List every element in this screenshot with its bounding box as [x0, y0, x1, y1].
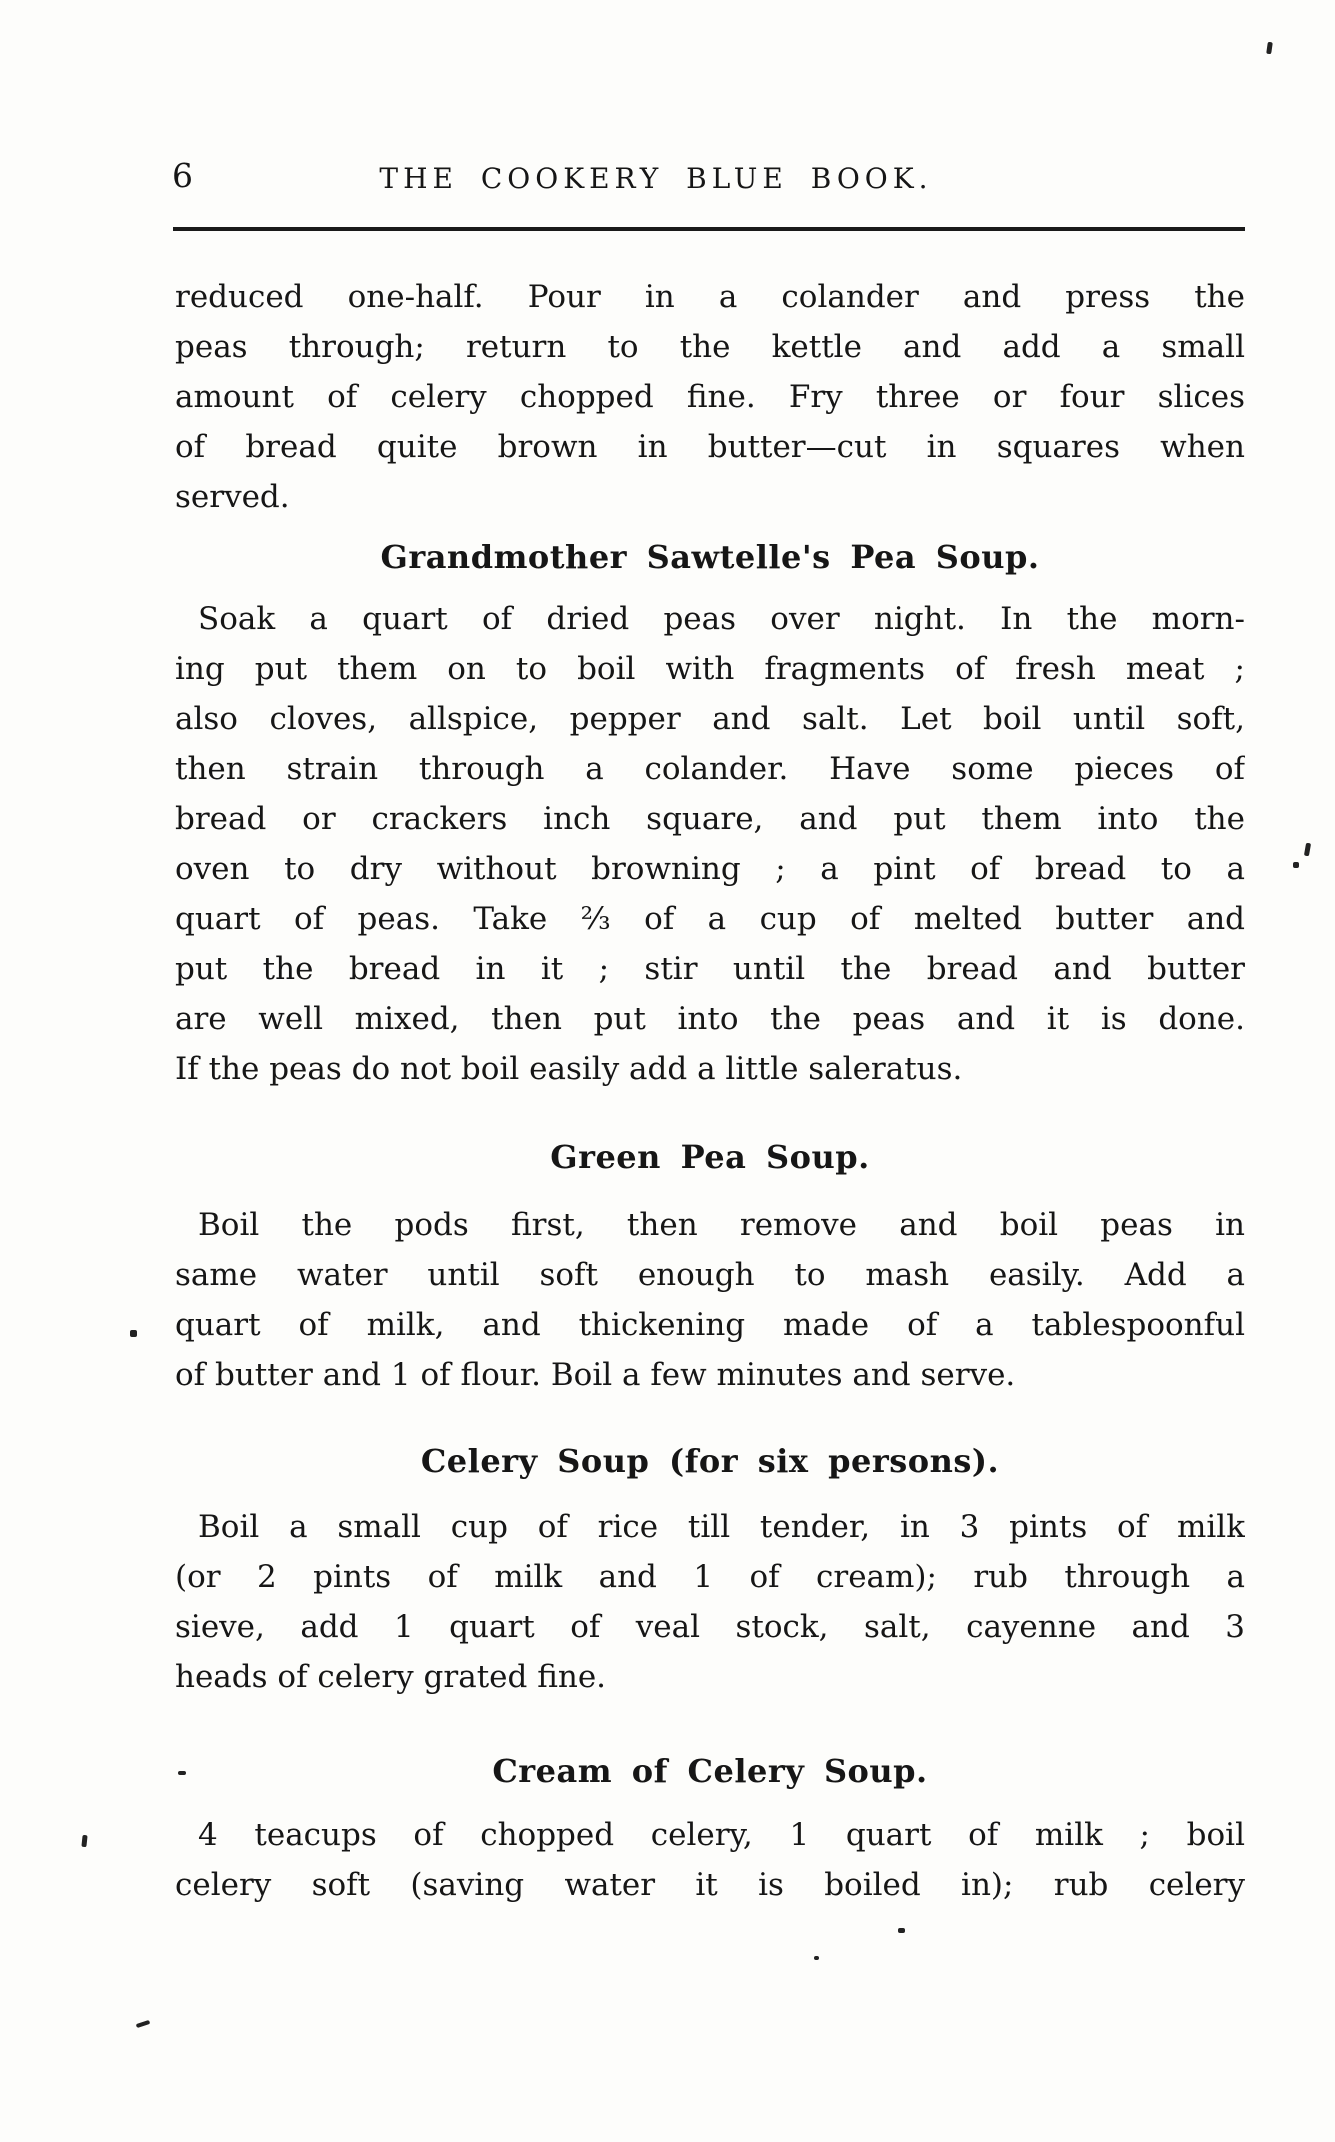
scan-artifact [898, 1928, 905, 1933]
text-line: peas through; return to the kettle and add a small [175, 329, 1245, 365]
running-header: THE COOKERY BLUE BOOK. [379, 162, 933, 195]
recipe-heading: Grandmother Sawtelle's Pea Soup. [380, 538, 1040, 576]
page-number: 6 [172, 156, 193, 195]
text-line: Soak a quart of dried peas over night. In the morn- [198, 601, 1245, 637]
text-line: bread or crackers inch square, and put them into the [175, 801, 1245, 837]
recipe-paragraph [175, 594, 1245, 1094]
text-line: quart of milk, and thickening made of a tablespoonful [175, 1307, 1245, 1343]
text-line: put the bread in it ; stir until the bread and butter [175, 951, 1245, 987]
scan-artifact [814, 1956, 819, 1960]
recipe-section [175, 532, 1245, 1094]
recipe-heading: Cream of Celery Soup. [492, 1752, 928, 1790]
scan-artifact [1293, 862, 1299, 868]
text-line: quart of peas. Take ⅔ of a cup of melted butter and [175, 901, 1245, 937]
text-line: same water until soft enough to mash easily. Add a [175, 1257, 1245, 1293]
recipe-heading: Celery Soup (for six persons). [420, 1442, 1000, 1480]
text-line: are well mixed, then put into the peas and it is done. [175, 1001, 1245, 1037]
intro-paragraph [175, 272, 1245, 522]
text-line: amount of celery chopped fine. Fry three or four slices [175, 379, 1245, 415]
text-line: Boil the pods first, then remove and boil peas in [198, 1207, 1245, 1243]
text-line: oven to dry without browning ; a pint of bread to a [175, 851, 1245, 887]
text-line: then strain through a colander. Have some pieces of [175, 751, 1245, 787]
recipe-paragraph [175, 1810, 1245, 1910]
scan-artifact [178, 1771, 186, 1775]
scan-artifact [81, 1835, 87, 1847]
recipe-section [175, 1132, 1245, 1400]
text-line: 4 teacups of chopped celery, 1 quart of milk ; boil [198, 1817, 1245, 1853]
scan-artifact [130, 1330, 137, 1337]
header-rule [173, 227, 1245, 231]
text-line: of bread quite brown in butter—cut in squares when [175, 429, 1245, 465]
text-line: ing put them on to boil with fragments of fresh meat ; [175, 651, 1245, 687]
scan-artifact [136, 2020, 151, 2028]
text-line: Boil a small cup of rice till tender, in 3 pints of milk [198, 1509, 1245, 1545]
text-line: served. [175, 479, 290, 515]
text-line: If the peas do not boil easily add a little saleratus. [175, 1051, 963, 1087]
recipe-paragraph [175, 1502, 1245, 1702]
text-line: also cloves, allspice, pepper and salt. Let boil until soft, [175, 701, 1245, 737]
recipe-heading: Green Pea Soup. [550, 1138, 870, 1176]
text-line: of butter and 1 of flour. Boil a few minutes and serve. [175, 1357, 1016, 1393]
text-line: reduced one-half. Pour in a colander and press the [175, 279, 1245, 315]
text-line: (or 2 pints of milk and 1 of cream); rub through a [175, 1559, 1245, 1595]
scan-artifact [1304, 843, 1311, 857]
text-line: heads of celery grated fine. [175, 1659, 607, 1695]
text-line: celery soft (saving water it is boiled in); rub celery [175, 1867, 1245, 1903]
text-line: sieve, add 1 quart of veal stock, salt, cayenne and 3 [175, 1609, 1245, 1645]
recipe-section [175, 1746, 1245, 1910]
scan-artifact [1266, 42, 1273, 55]
recipe-section [175, 1436, 1245, 1702]
recipe-paragraph [175, 1200, 1245, 1400]
text-column [175, 272, 1245, 1910]
